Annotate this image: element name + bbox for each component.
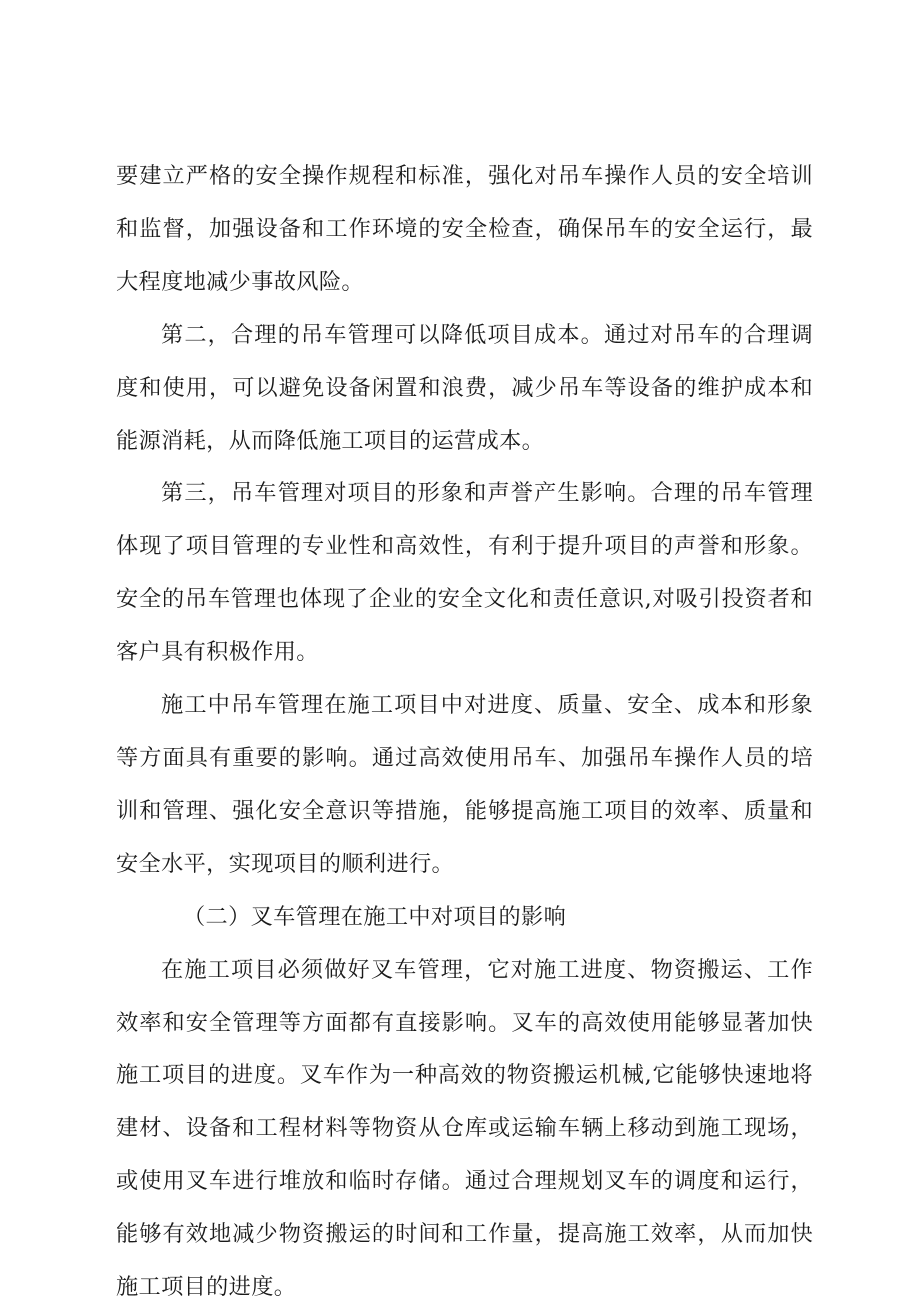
paragraph-forklift: 在施工项目必须做好叉车管理，它对施工进度、物资搬运、工作效率和安全管理等方面都有直接影响。叉车的高效使用能够显著加快施工项目的进度。叉车作为一种高效的物资搬运机械,它能够快速地将建材、设备和工程材料等物资从仓库或运输车辆上移动到施工现场，或使用叉车进行堆放和临时存储。通过合理规划叉车的调度和运行，能够有效地减少物资搬运的时间和工作量，提高施工效率，从而加快施工项目的进度。 [116, 956, 813, 1301]
paragraph-summary: 施工中吊车管理在施工项目中对进度、质量、安全、成本和形象等方面具有重要的影响。通过高效使用吊车、加强吊车操作人员的培训和管理、强化安全意识等措施，能够提高施工项目的效率、质量和安全水平，实现项目的顺利进行。 [116, 692, 813, 877]
paragraph-second-point: 第二，合理的吊车管理可以降低项目成本。通过对吊车的合理调度和使用，可以避免设备闲置和浪费，减少吊车等设备的维护成本和能源消耗，从而降低施工项目的运营成本。 [116, 321, 813, 454]
document-body [116, 150, 813, 1314]
section-heading: （二）叉车管理在施工中对项目的影响 [183, 903, 567, 930]
paragraph-third-point: 第三，吊车管理对项目的形象和声誉产生影响。合理的吊车管理体现了项目管理的专业性和高效性，有利于提升项目的声誉和形象。安全的吊车管理也体现了企业的安全文化和责任意识,对吸引投资者和客户具有积极作用。 [116, 480, 813, 666]
paragraph-continuation: 要建立严格的安全操作规程和标准，强化对吊车操作人员的安全培训和监督，加强设备和工作环境的安全检查，确保吊车的安全运行，最大程度地减少事故风险。 [116, 163, 813, 295]
